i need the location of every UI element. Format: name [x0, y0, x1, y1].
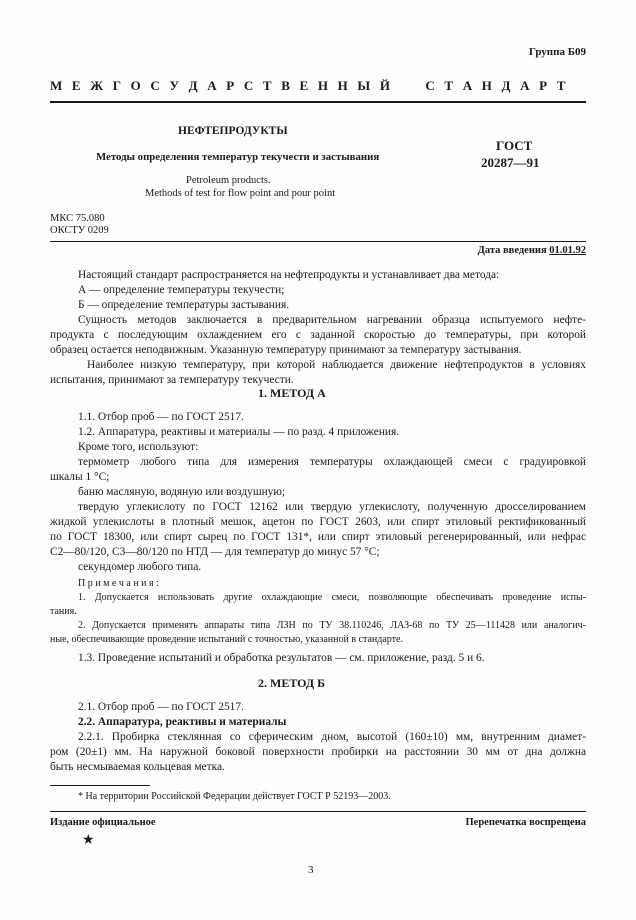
section-1-line: шкалы 1 °С; [50, 471, 110, 483]
intro-line: испытания, принимают за температуру текучести. [50, 374, 294, 386]
section-1-line: баню масляную, водяную или воздушную; [78, 486, 286, 498]
notes-label: П р и м е ч а н и я : [78, 578, 159, 589]
footnote-rule [50, 785, 150, 786]
section-2-line: ром (20±1) мм. На наружной боковой поверхности пробирки на расстоянии 30 мм от дна должна [50, 746, 586, 758]
group-label: Группа Б09 [529, 46, 586, 58]
mks-code: МКС 75.080 [50, 213, 105, 224]
intro-line: Наиболее низкую температуру, при которой наблюдается движение нефтепродуктов в условиях [87, 359, 586, 371]
section-1-line: по ГОСТ 18300, или спирт сырец по ГОСТ 131*, или спирт этиловый регенерированный, или нефрас [50, 531, 586, 543]
edition-label: Издание официальное [50, 817, 156, 828]
intro-line: А — определение температуры текучести; [78, 284, 285, 296]
section-1-title: 1. МЕТОД А [258, 386, 326, 400]
note-line: 2. Допускается применять аппараты типа ЛЗН по ТУ 38.110246, ЛАЗ-68 по ТУ 25—111428 или аналогич- [78, 620, 586, 631]
banner-rule [50, 101, 586, 103]
section-2-title: 2. МЕТОД Б [258, 676, 326, 690]
page-number: 3 [308, 864, 314, 876]
banner: М Е Ж Г О С У Д А Р С Т В Е Н Н Ы Й С Т А Н Д А Р Т [50, 78, 569, 93]
english-title-line-1: Petroleum products. [186, 175, 271, 186]
section-1-line: 1.1. Отбор проб — по ГОСТ 2517. [78, 411, 244, 423]
section-2-line: быть несмываемая кольцевая метка. [50, 761, 225, 773]
section-2-line: 2.1. Отбор проб — по ГОСТ 2517. [78, 701, 244, 713]
okstu-code: ОКСТУ 0209 [50, 225, 109, 236]
footer-rule [50, 811, 586, 812]
paragraph-1-3: 1.3. Проведение испытаний и обработка результатов — см. приложение, разд. 5 и 6. [78, 652, 485, 664]
section-1-line: твердую углекислоту по ГОСТ 12162 или твердую углекислоту, полученную дросселированием [78, 501, 586, 513]
intro-line: Настоящий стандарт распространяется на нефтепродукты и устанавливает два метода: [78, 269, 500, 281]
section-1-line: Кроме того, используют: [78, 441, 199, 453]
section-1-line: 1.2. Аппаратура, реактивы и материалы — по разд. 4 приложения. [78, 426, 400, 438]
intro-line: Сущность методов заключается в предварительном нагревании образца испытуемого нефте- [78, 314, 586, 326]
section-2-line: 2.2. Аппаратура, реактивы и материалы [78, 716, 287, 728]
note-line: 1. Допускается использовать другие охлаждающие смеси, позволяющие обеспечивать проведение испы- [78, 592, 586, 603]
footnote: * На территории Российской Федерации действует ГОСТ Р 52193—2003. [78, 791, 391, 802]
intro-line: Б — определение температуры застывания. [78, 299, 290, 311]
section-1-line: термометр любого типа для измерения температуры охлаждающей смеси с градуировкой [78, 456, 586, 468]
doc-subtitle: Методы определения температур текучести и застывания [96, 151, 380, 163]
gost-number: 20287—91 [481, 155, 540, 170]
intro-line: продукта с последующим охлаждением его с заданной скоростью до температуры, при которой [50, 329, 586, 341]
note-line: ные, обеспечивающие проведение испытаний с точностью, указанной в стандарте. [50, 634, 403, 645]
reprint-label: Перепечатка воспрещена [465, 817, 586, 828]
intro-date-value: 01.01.92 [549, 245, 586, 256]
note-line: тания. [50, 606, 77, 617]
section-2-line: 2.2.1. Пробирка стеклянная со сферическим дном, высотой (160±10) мм, внутренним диамет- [78, 731, 586, 743]
doc-title: НЕФТЕПРОДУКТЫ [178, 125, 288, 137]
section-1-line: жидкой углекислоты в плотный мешок, ацетон по ГОСТ 2603, или спирт этиловый ректификованный [50, 516, 586, 528]
intro-date-label: Дата введения [477, 245, 547, 256]
header-rule [50, 241, 586, 242]
intro-date [478, 245, 586, 256]
section-1-line: С2—80/120, С3—80/120 по НТД — для температур до минус 57 °С; [50, 546, 380, 558]
star-icon: ★ [82, 832, 95, 848]
gost-label: ГОСТ [496, 138, 533, 153]
english-title-line-2: Methods of test for flow point and pour point [145, 188, 336, 199]
intro-line: образец остается неподвижным. Указанную температуру принимают за температуру застывания. [50, 344, 522, 356]
section-1-line: секундомер любого типа. [78, 561, 202, 573]
